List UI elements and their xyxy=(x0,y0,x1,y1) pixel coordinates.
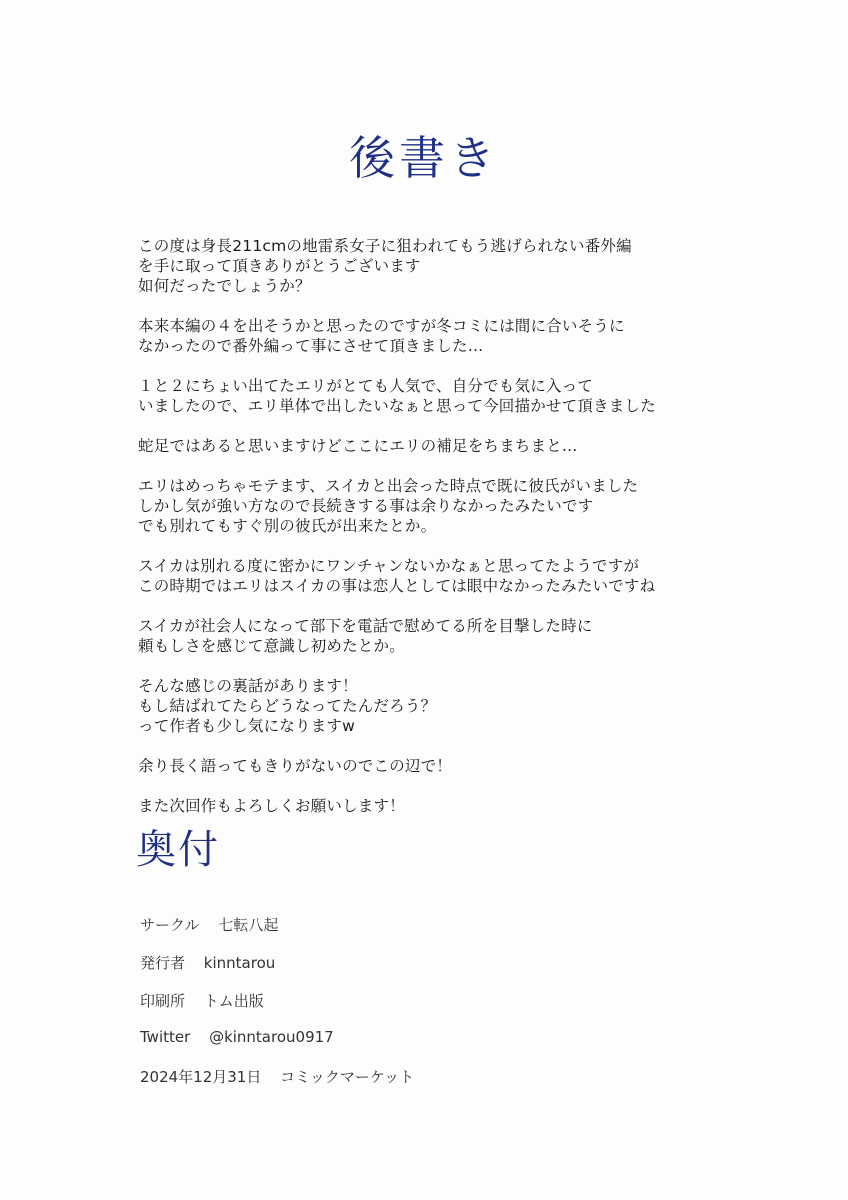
colophon-printer-row xyxy=(140,990,414,1010)
paragraph xyxy=(138,796,758,816)
colophon-twitter-row xyxy=(140,1028,414,1048)
colophon-label: 発行者 xyxy=(140,954,186,972)
paragraph xyxy=(138,676,758,736)
text-line: この度は身長211cmの地雷系女子に狙われてもう逃げられない番外編 xyxy=(138,237,632,255)
text-line: 蛇足ではあると思いますけどここにエリの補足をちまちまと… xyxy=(138,437,578,455)
colophon-label: Twitter xyxy=(140,1028,191,1046)
text-line: 余り長く語ってもきりがないのでこの辺で！ xyxy=(138,757,453,775)
text-line: スイカは別れる度に密かにワンチャンないかなぁと思ってたようですが xyxy=(138,557,640,575)
text-line: エリはめっちゃモテます、スイカと出会った時点で既に彼氏がいました xyxy=(138,477,639,495)
colophon-value: 七転八起 xyxy=(218,916,279,934)
colophon-publisher-row xyxy=(140,952,414,972)
text-line: 如何だったでしょうか？ xyxy=(138,277,311,295)
text-line: でも別れてもすぐ別の彼氏が出来たとか。 xyxy=(138,517,437,535)
colophon-list xyxy=(140,914,414,1104)
paragraph xyxy=(138,316,758,356)
paragraph xyxy=(138,236,758,296)
text-line: この時期ではエリはスイカの事は恋人としては眼中なかったみたいですね xyxy=(138,577,656,595)
afterword-title: 後書き xyxy=(349,131,499,185)
text-line: なかったので番外編って事にさせて頂きました… xyxy=(138,337,484,355)
colophon-value: トム出版 xyxy=(203,992,264,1010)
paragraph xyxy=(138,476,758,536)
text-line: って作者も少し気になりますw xyxy=(138,717,355,735)
colophon-label: 2024年12月31日 xyxy=(140,1068,262,1086)
afterword-body xyxy=(138,236,758,836)
paragraph xyxy=(138,616,758,656)
colophon-circle-row xyxy=(140,914,414,934)
colophon-title: 奥付 xyxy=(136,827,220,873)
colophon-value: コミックマーケット xyxy=(280,1068,415,1086)
text-line: スイカが社会人になって部下を電話で慰めてる所を目撃した時に xyxy=(138,617,593,635)
paragraph xyxy=(138,376,758,416)
colophon-value: kinntarou xyxy=(203,954,276,972)
text-line: 頼もしさを感じて意識し初めたとか。 xyxy=(138,637,405,655)
text-line: また次回作もよろしくお願いします！ xyxy=(138,797,405,815)
paragraph xyxy=(138,556,758,596)
text-line: もし結ばれてたらどうなってたんだろう？ xyxy=(138,697,437,715)
text-line: いましたので、エリ単体で出したいなぁと思って今回描かせて頂きました xyxy=(138,397,656,415)
colophon-label: サークル xyxy=(140,916,200,934)
colophon-label: 印刷所 xyxy=(140,992,186,1010)
text-line: そんな感じの裏話があります！ xyxy=(138,677,358,695)
text-line: を手に取って頂きありがとうございます xyxy=(138,257,421,275)
text-line: 本来本編の４を出そうかと思ったのですが冬コミには間に合いそうに xyxy=(138,317,625,335)
paragraph xyxy=(138,756,758,776)
paragraph xyxy=(138,436,758,456)
colophon-value: @kinntarou0917 xyxy=(209,1028,334,1046)
text-line: １と２にちょい出てたエリがとても人気で、自分でも気に入って xyxy=(138,377,593,395)
text-line: しかし気が強い方なので長続きする事は余りなかったみたいです xyxy=(138,497,594,515)
colophon-date-row xyxy=(140,1066,414,1086)
